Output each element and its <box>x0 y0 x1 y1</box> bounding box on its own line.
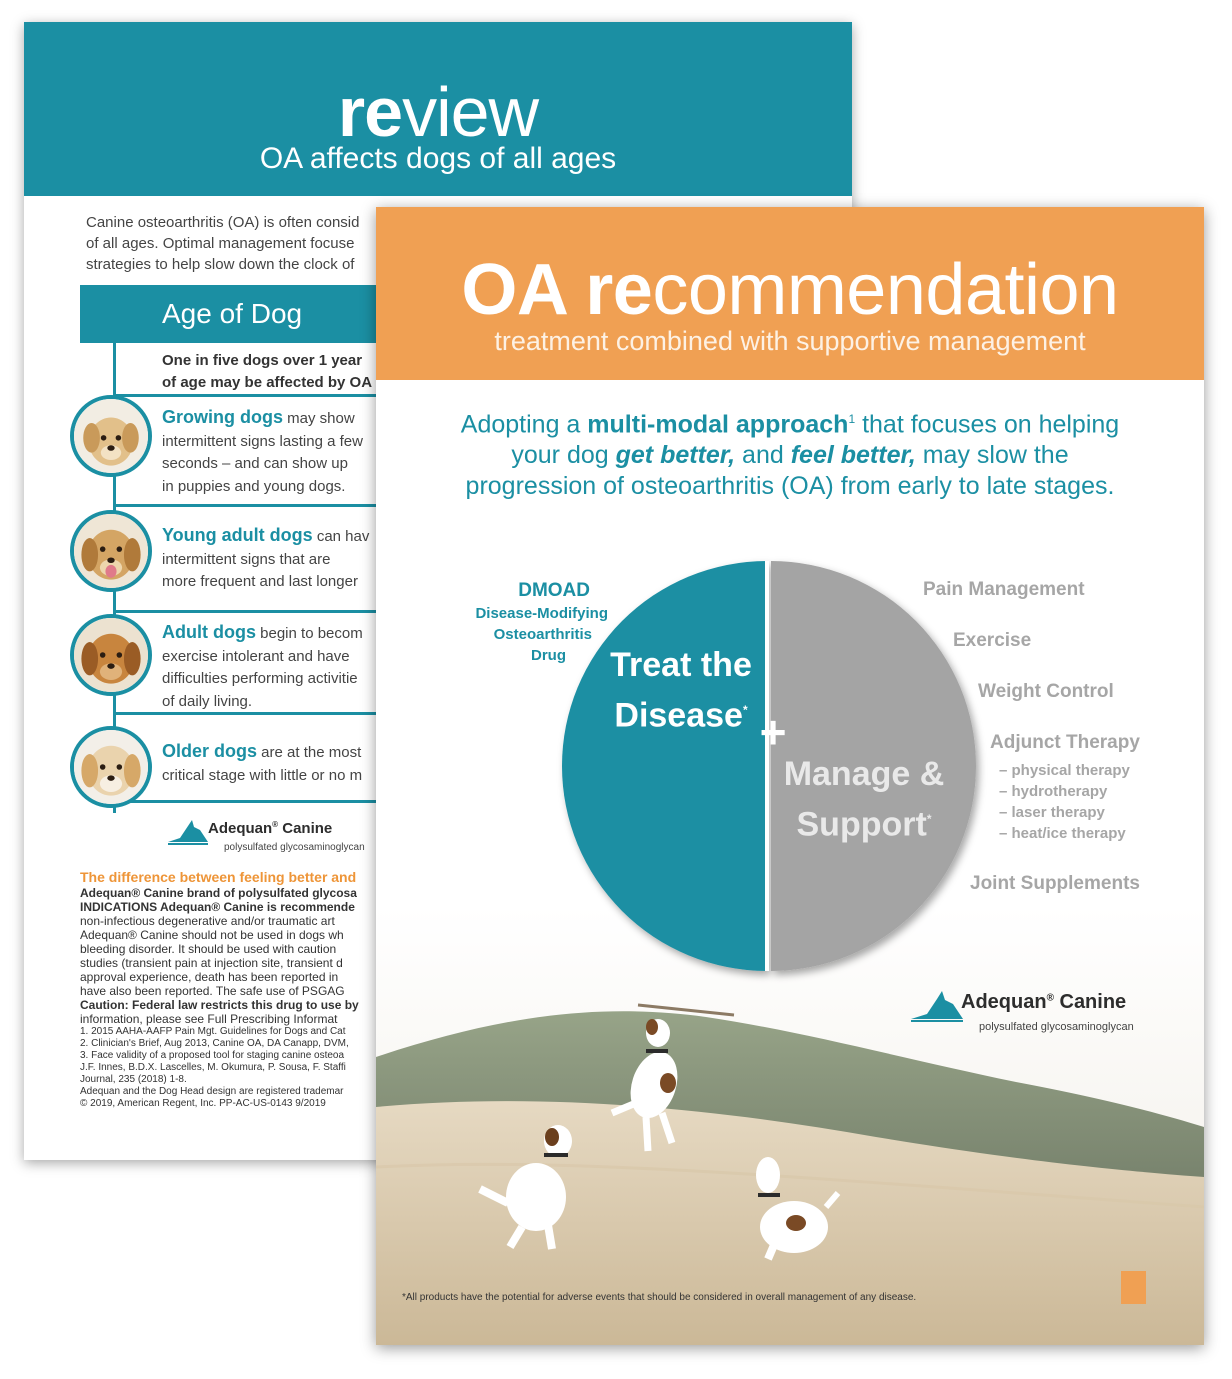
front-title: OA recommendation <box>461 250 1119 330</box>
adjunct-therapy-item: Adjunct Therapy <box>990 732 1140 753</box>
back-header <box>24 22 852 196</box>
back-title: review <box>337 73 539 151</box>
weight-control-item: Weight Control <box>978 681 1114 702</box>
logo-tagline: polysulfated glycosaminoglycan <box>979 1021 1134 1033</box>
prevalence-stat: One in five dogs over 1 year of age may be affected by OA <box>162 352 373 391</box>
prescribing-info: The difference between feeling better and Adequan® Canine brand of polysulfated glycosa INDICATIONS Adequan® Canine is recommende non-infectious degenerative and/or traumatic art Adequan® Canine should not be used in dogs wh bleeding disorder. It should be used with caution studies (transient pain at injection site, transient d approval experience, death has been reported in have also been reported. The safe use of PSGAG Caution: Federal law restricts this drug to use by information, please see Full Prescribing Informat 1. 2015 AAHA-AAFP Pain Mgt. Guidelines for Dogs and Cat 2. Clinician's Brief, Aug 2013, Canine OA, DA Canapp, DVM, 3. Face validity of a proposed tool for staging canine osteoa J.F. Innes, B.D.X. Lascelles, M. Okumura, P. Sousa, F. Staffi Journal, 235 (2018) 1-8. Adequan and the Dog Head design are registered trademar © 2019, American Regent, Inc. PP-AC-US-0143 9/2019 <box>80 869 359 1109</box>
laser-therapy-item: – laser therapy <box>999 804 1105 821</box>
age-of-dog-heading: Age of Dog <box>80 285 400 343</box>
older-dog-photo <box>70 726 152 808</box>
treat-disease-label: Treat the Disease* <box>610 646 752 735</box>
exercise-item: Exercise <box>953 630 1032 651</box>
stage-adult-dogs: Adult dogs begin to becom exercise intolerant and have difficulties performing activitie of daily living. <box>162 622 363 710</box>
logo-wordmark: Adequan® Canine <box>961 991 1127 1013</box>
hydrotherapy-item: – hydrotherapy <box>999 783 1108 800</box>
timeline-connector <box>113 800 393 803</box>
adequan-logo <box>909 989 1159 1041</box>
stage-growing-dogs: Growing dogs may show intermittent signs lasting a few seconds – and can show up in puppies and young dogs. <box>162 407 363 495</box>
dog-head-logo-icon <box>909 989 965 1025</box>
front-subtitle: treatment combined with supportive management <box>494 326 1086 356</box>
timeline-connector <box>113 504 393 507</box>
adult-dog-photo <box>70 614 152 696</box>
young-adult-dog-photo <box>70 510 152 592</box>
logo-wordmark: Adequan® Canine <box>208 820 333 837</box>
dog-head-logo-icon <box>166 818 210 848</box>
front-card-recommendation <box>376 207 1204 1345</box>
joint-supplements-item: Joint Supplements <box>970 873 1140 894</box>
puppy-photo <box>70 395 152 477</box>
stage-young-adult-dogs: Young adult dogs can hav intermittent signs that are more frequent and last longer <box>162 525 370 590</box>
timeline-connector <box>113 394 393 397</box>
physical-therapy-item: – physical therapy <box>999 762 1130 779</box>
dmoad-label: DMOAD Disease-Modifying Osteoarthritis Drug <box>475 580 608 664</box>
timeline-connector <box>113 610 393 613</box>
orange-accent-square <box>1121 1271 1146 1304</box>
stage-older-dogs: Older dogs are at the most critical stage with little or no m <box>162 741 363 784</box>
disclaimer-footnote: *All products have the potential for adverse events that should be considered in overall management of any disease. <box>402 1292 917 1303</box>
back-subtitle: OA affects dogs of all ages <box>259 142 617 175</box>
approach-statement: Adopting a multi-modal approach$^1$ that focuses on helping your dog get better, and feel better, may slow the progression of osteoarthritis (OA) from early to late stages. <box>460 410 1120 501</box>
heat-ice-therapy-item: – heat/ice therapy <box>999 825 1126 842</box>
logo-tagline: polysulfated glycosaminoglycan <box>224 842 365 853</box>
back-intro: Canine osteoarthritis (OA) is often consid of all ages. Optimal management focuse strategies to help slow down the clock of <box>86 214 360 273</box>
pain-management-item: Pain Management <box>923 579 1085 600</box>
adequan-logo-small <box>166 818 366 860</box>
plus-icon: + <box>759 706 787 758</box>
manage-support-label: Manage & Support* <box>783 755 945 844</box>
front-header <box>376 207 1204 380</box>
